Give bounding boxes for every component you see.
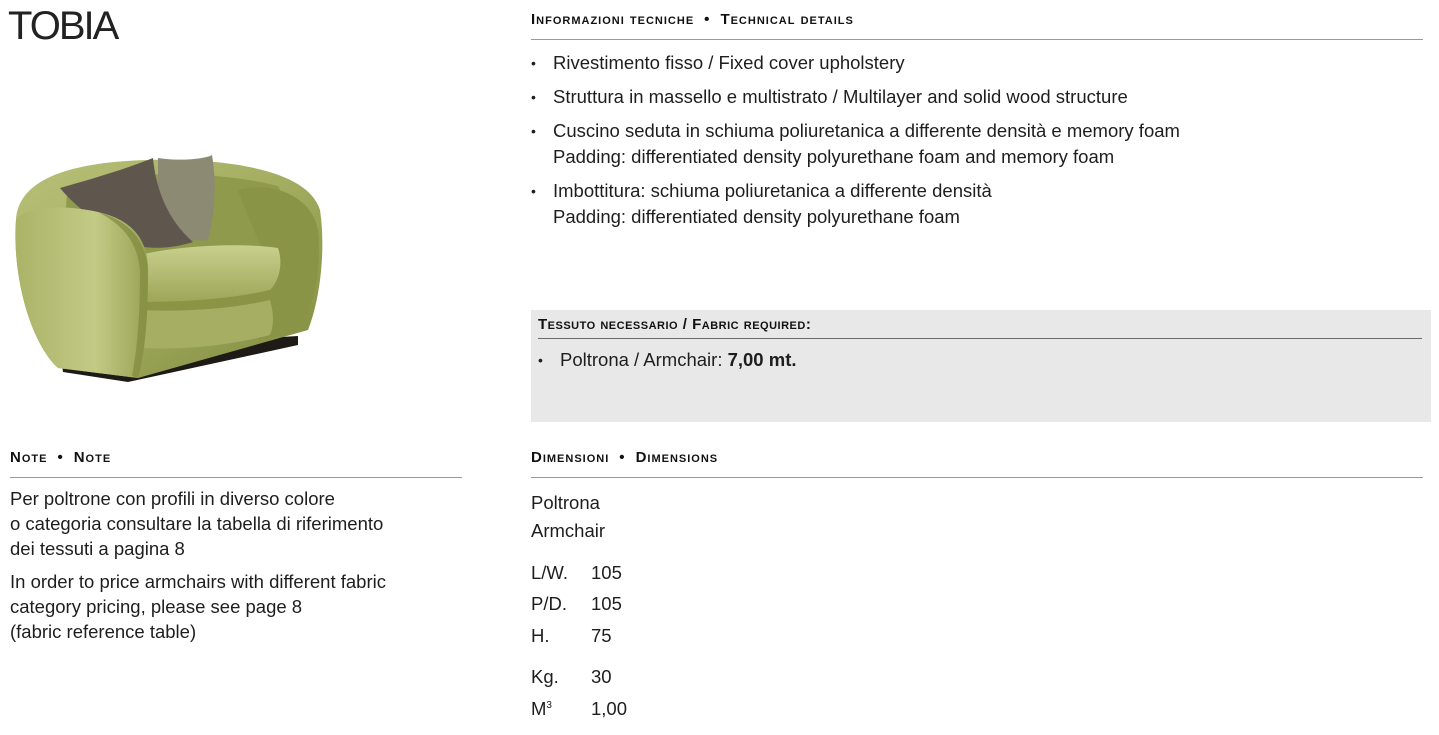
list-item-text: Rivestimento fisso / Fixed cover upholstery [553,52,905,73]
dimension-value: 105 [591,561,622,583]
dimension-value: 75 [591,624,612,646]
dimension-value: 105 [591,593,622,615]
note-section [10,449,462,644]
fabric-item-label: Poltrona / Armchair: [560,349,723,370]
note-line: o categoria consultare la tabella di riferimento [10,513,384,534]
list-item-text: Imbottitura: schiuma poliuretanica a differente densità [553,180,992,201]
weight-value: 30 [591,666,612,688]
bullet-icon: • [531,89,536,105]
volume-label [531,693,591,725]
note-heading [10,449,462,478]
bullet-icon: • [531,183,536,199]
technical-heading-it: Informazioni tecniche [531,11,695,28]
dimensions-table [531,557,622,652]
dimensions-heading [531,449,1423,478]
product-title: TOBIA [8,4,118,48]
technical-section [531,11,1423,238]
heading-separator: • [704,11,711,28]
fabric-box [531,310,1431,422]
bullet-icon: • [531,123,536,139]
technical-list [531,50,1423,230]
list-item [531,118,1423,170]
fabric-heading: Tessuto necessario / Fabric required: [538,316,1422,339]
technical-heading [531,11,1423,40]
dimension-label: P/D. [531,593,567,615]
volume-exponent: 3 [546,699,552,711]
armchair-illustration [8,150,328,390]
list-item-text: Struttura in massello e multistrato / Multilayer and solid wood structure [553,86,1128,107]
armchair-image [8,150,328,390]
note-paragraph-en [10,569,462,644]
note-line: category pricing, please see page 8 [10,596,303,617]
volume-value: 1,00 [591,697,628,719]
table-row [531,557,622,589]
note-line: (fabric reference table) [10,621,197,642]
table-row [531,662,627,694]
list-item-text: Padding: differentiated density polyurethane foam and memory foam [553,146,1115,167]
list-item-text: Cuscino seduta in schiuma poliuretanica a differente densità e memory foam [553,120,1180,141]
note-paragraph-it [10,486,462,561]
fabric-list [538,347,1431,373]
dimensions-heading-en: Dimensions [635,449,719,466]
list-item-text: Padding: differentiated density polyurethane foam [553,206,960,227]
dimensions-section [531,449,1423,725]
weight-volume-table [531,662,627,725]
list-item [531,50,1423,76]
heading-separator: • [619,449,626,466]
product-type-it: Poltrona [531,492,600,513]
bullet-icon: • [531,55,536,71]
weight-label: Kg. [531,666,559,688]
note-line: In order to price armchairs with different fabric [10,571,386,592]
table-row [531,589,622,621]
dimension-label: L/W. [531,561,569,583]
product-type [531,489,1423,545]
note-heading-it: Note [10,449,48,466]
table-row [531,620,622,652]
table-row [531,693,627,725]
fabric-item-value: 7,00 mt. [727,349,797,370]
heading-separator: • [57,449,64,466]
list-item [531,178,1423,230]
dimensions-heading-it: Dimensioni [531,449,610,466]
bullet-icon: • [538,352,543,368]
product-type-en: Armchair [531,520,606,541]
list-item [538,347,1431,373]
technical-heading-en: Technical details [720,11,854,28]
volume-unit: M [531,697,547,719]
list-item [531,84,1423,110]
note-line: Per poltrone con profili in diverso colore [10,488,335,509]
note-line: dei tessuti a pagina 8 [10,538,185,559]
note-heading-en: Note [73,449,112,466]
dimension-label: H. [531,624,550,646]
